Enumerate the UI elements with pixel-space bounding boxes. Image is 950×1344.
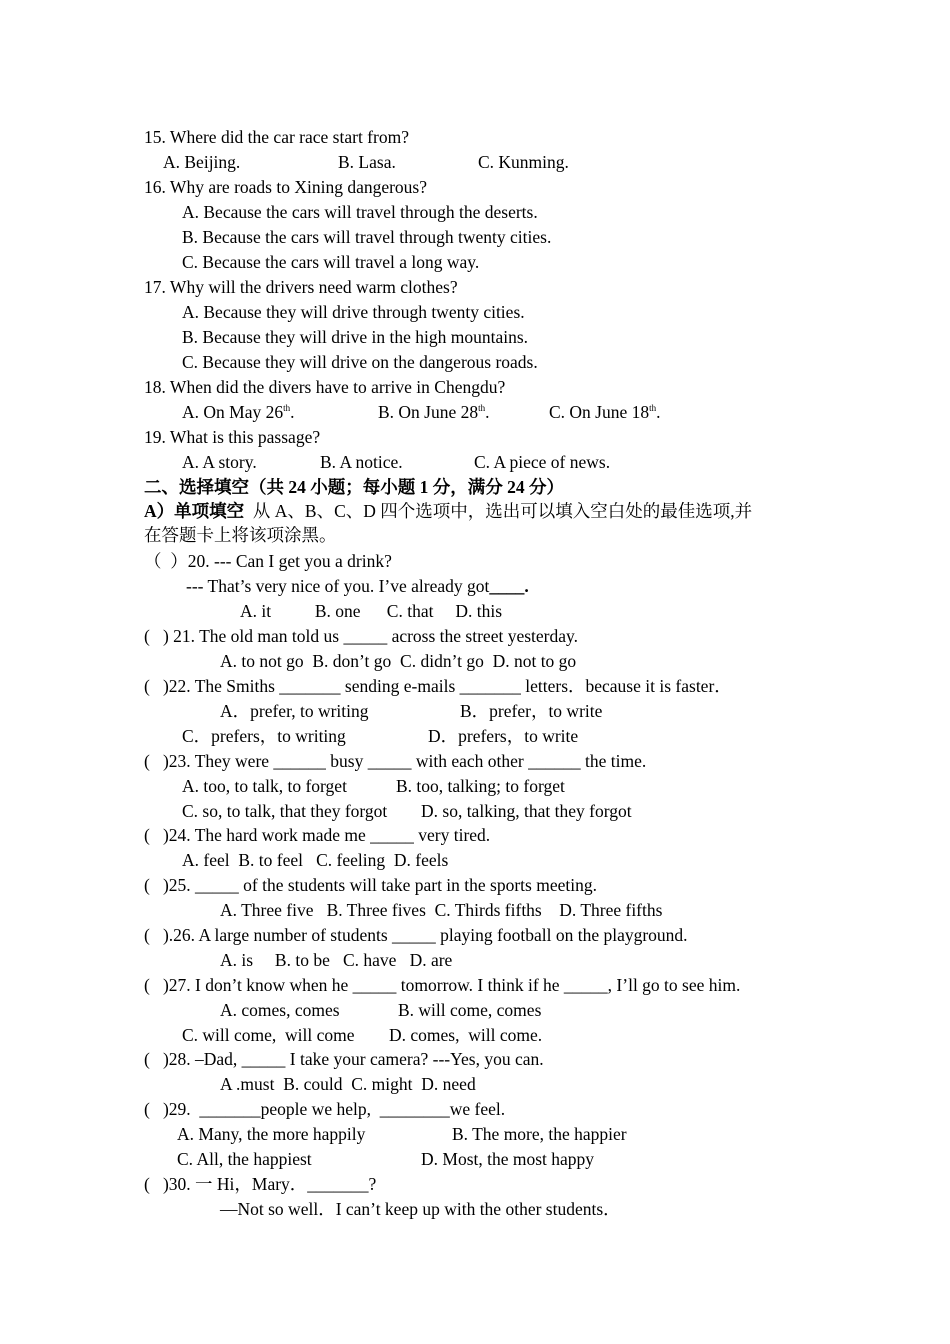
question-25-options: A. Three five B. Three fives C. Thirds fifths D. Three fifths [220,900,663,920]
question-23-option-d: D. so, talking, that they forgot [421,801,632,821]
question-16-option-c: C. Because the cars will travel a long way. [182,252,480,272]
question-17-stem: 17. Why will the drivers need warm clothes? [144,277,458,297]
question-22-option-c: C．prefers，to writing [182,726,346,746]
question-29-option-a: A. Many, the more happily [177,1124,366,1144]
question-17-option-b: B. Because they will drive in the high mountains. [182,327,529,347]
question-22-option-a: A．prefer, to writing [220,701,369,721]
question-22-option-b: B．prefer，to write [460,701,603,721]
question-29-option-c: C. All, the happiest [177,1149,312,1169]
question-29-stem: ( )29. _______people we help, ________we feel. [144,1099,506,1119]
question-19-stem: 19. What is this passage? [144,427,321,447]
question-19-option-b: B. A notice. [320,452,403,472]
question-28-stem: ( )28. –Dad, _____ I take your camera? ---Yes, you can. [144,1049,544,1069]
question-27-option-d: D. comes, will come. [389,1025,543,1045]
question-15-option-c: C. Kunming. [478,152,569,172]
question-21-stem: ( ) 21. The old man told us _____ across the street yesterday. [144,626,578,646]
question-21-options: A. to not go B. don’t go C. didn’t go D. not to go [220,651,577,671]
question-18-stem: 18. When did the divers have to arrive in Chengdu? [144,377,506,397]
section-2-heading: 二、选择填空（共 24 小题；每小题 1 分，满分 24 分） [144,477,564,497]
question-20-reply: --- That’s very nice of you. I’ve already got____. [186,576,529,596]
question-26-stem: ( ).26. A large number of students _____ playing football on the playground. [144,925,688,945]
question-23-option-b: B. too, talking; to forget [396,776,565,796]
question-20-options: A. it B. one C. that D. this [240,601,503,621]
question-19-option-a: A. A story. [182,452,257,472]
question-23-option-a: A. too, to talk, to forget [182,776,347,796]
question-29-option-d: D. Most, the most happy [421,1149,595,1169]
question-24-stem: ( )24. The hard work made me _____ very tired. [144,825,491,845]
question-15-stem: 15. Where did the car race start from? [144,127,409,147]
question-30-stem: ( )30. 一 Hi，Mary．_______? [144,1174,377,1194]
question-18-option-c: C. On June 18th. [549,402,661,422]
question-29-option-b: B. The more, the happier [452,1124,627,1144]
question-27-stem: ( )27. I don’t know when he _____ tomorrow. I think if he _____, I’ll go to see him. [144,975,741,995]
section-2a-instructions-cont: 在答题卡上将该项涂黑。 [144,525,337,545]
question-23-option-c: C. so, to talk, that they forgot [182,801,388,821]
question-25-stem: ( )25. _____ of the students will take part in the sports meeting. [144,875,597,895]
question-15-option-a: A. Beijing. [163,152,241,172]
question-19-option-c: C. A piece of news. [474,452,611,472]
question-27-option-a: A. comes, comes [220,1000,340,1020]
question-16-stem: 16. Why are roads to Xining dangerous? [144,177,428,197]
question-24-options: A. feel B. to feel C. feeling D. feels [182,850,449,870]
question-26-options: A. is B. to be C. have D. are [220,950,453,970]
section-2a-instructions: A）单项填空 从 A、B、C、D 四个选项中，选出可以填入空白处的最佳选项,并 [144,501,753,521]
question-17-option-a: A. Because they will drive through twenty cities. [182,302,525,322]
question-22-option-d: D．prefers，to write [428,726,579,746]
question-27-option-b: B. will come, comes [398,1000,542,1020]
question-28-options: A .must B. could C. might D. need [220,1074,476,1094]
question-22-stem: ( )22. The Smiths _______ sending e-mails _______ letters．because it is faster． [144,676,732,696]
question-23-stem: ( )23. They were ______ busy _____ with each other ______ the time. [144,751,647,771]
question-18-option-b: B. On June 28th. [378,402,490,422]
question-16-option-b: B. Because the cars will travel through twenty cities. [182,227,552,247]
question-16-option-a: A. Because the cars will travel through the deserts. [182,202,538,222]
question-18-option-a: A. On May 26th. [182,402,295,422]
question-15-option-b: B. Lasa. [338,152,396,172]
question-20-stem: （ ）20. --- Can I get you a drink? [144,551,392,571]
question-17-option-c: C. Because they will drive on the dangerous roads. [182,352,538,372]
section-2a-title: A）单项填空 [144,501,245,521]
question-27-option-c: C. will come, will come [182,1025,355,1045]
question-30-reply: —Not so well．I can’t keep up with the other students． [220,1199,621,1219]
